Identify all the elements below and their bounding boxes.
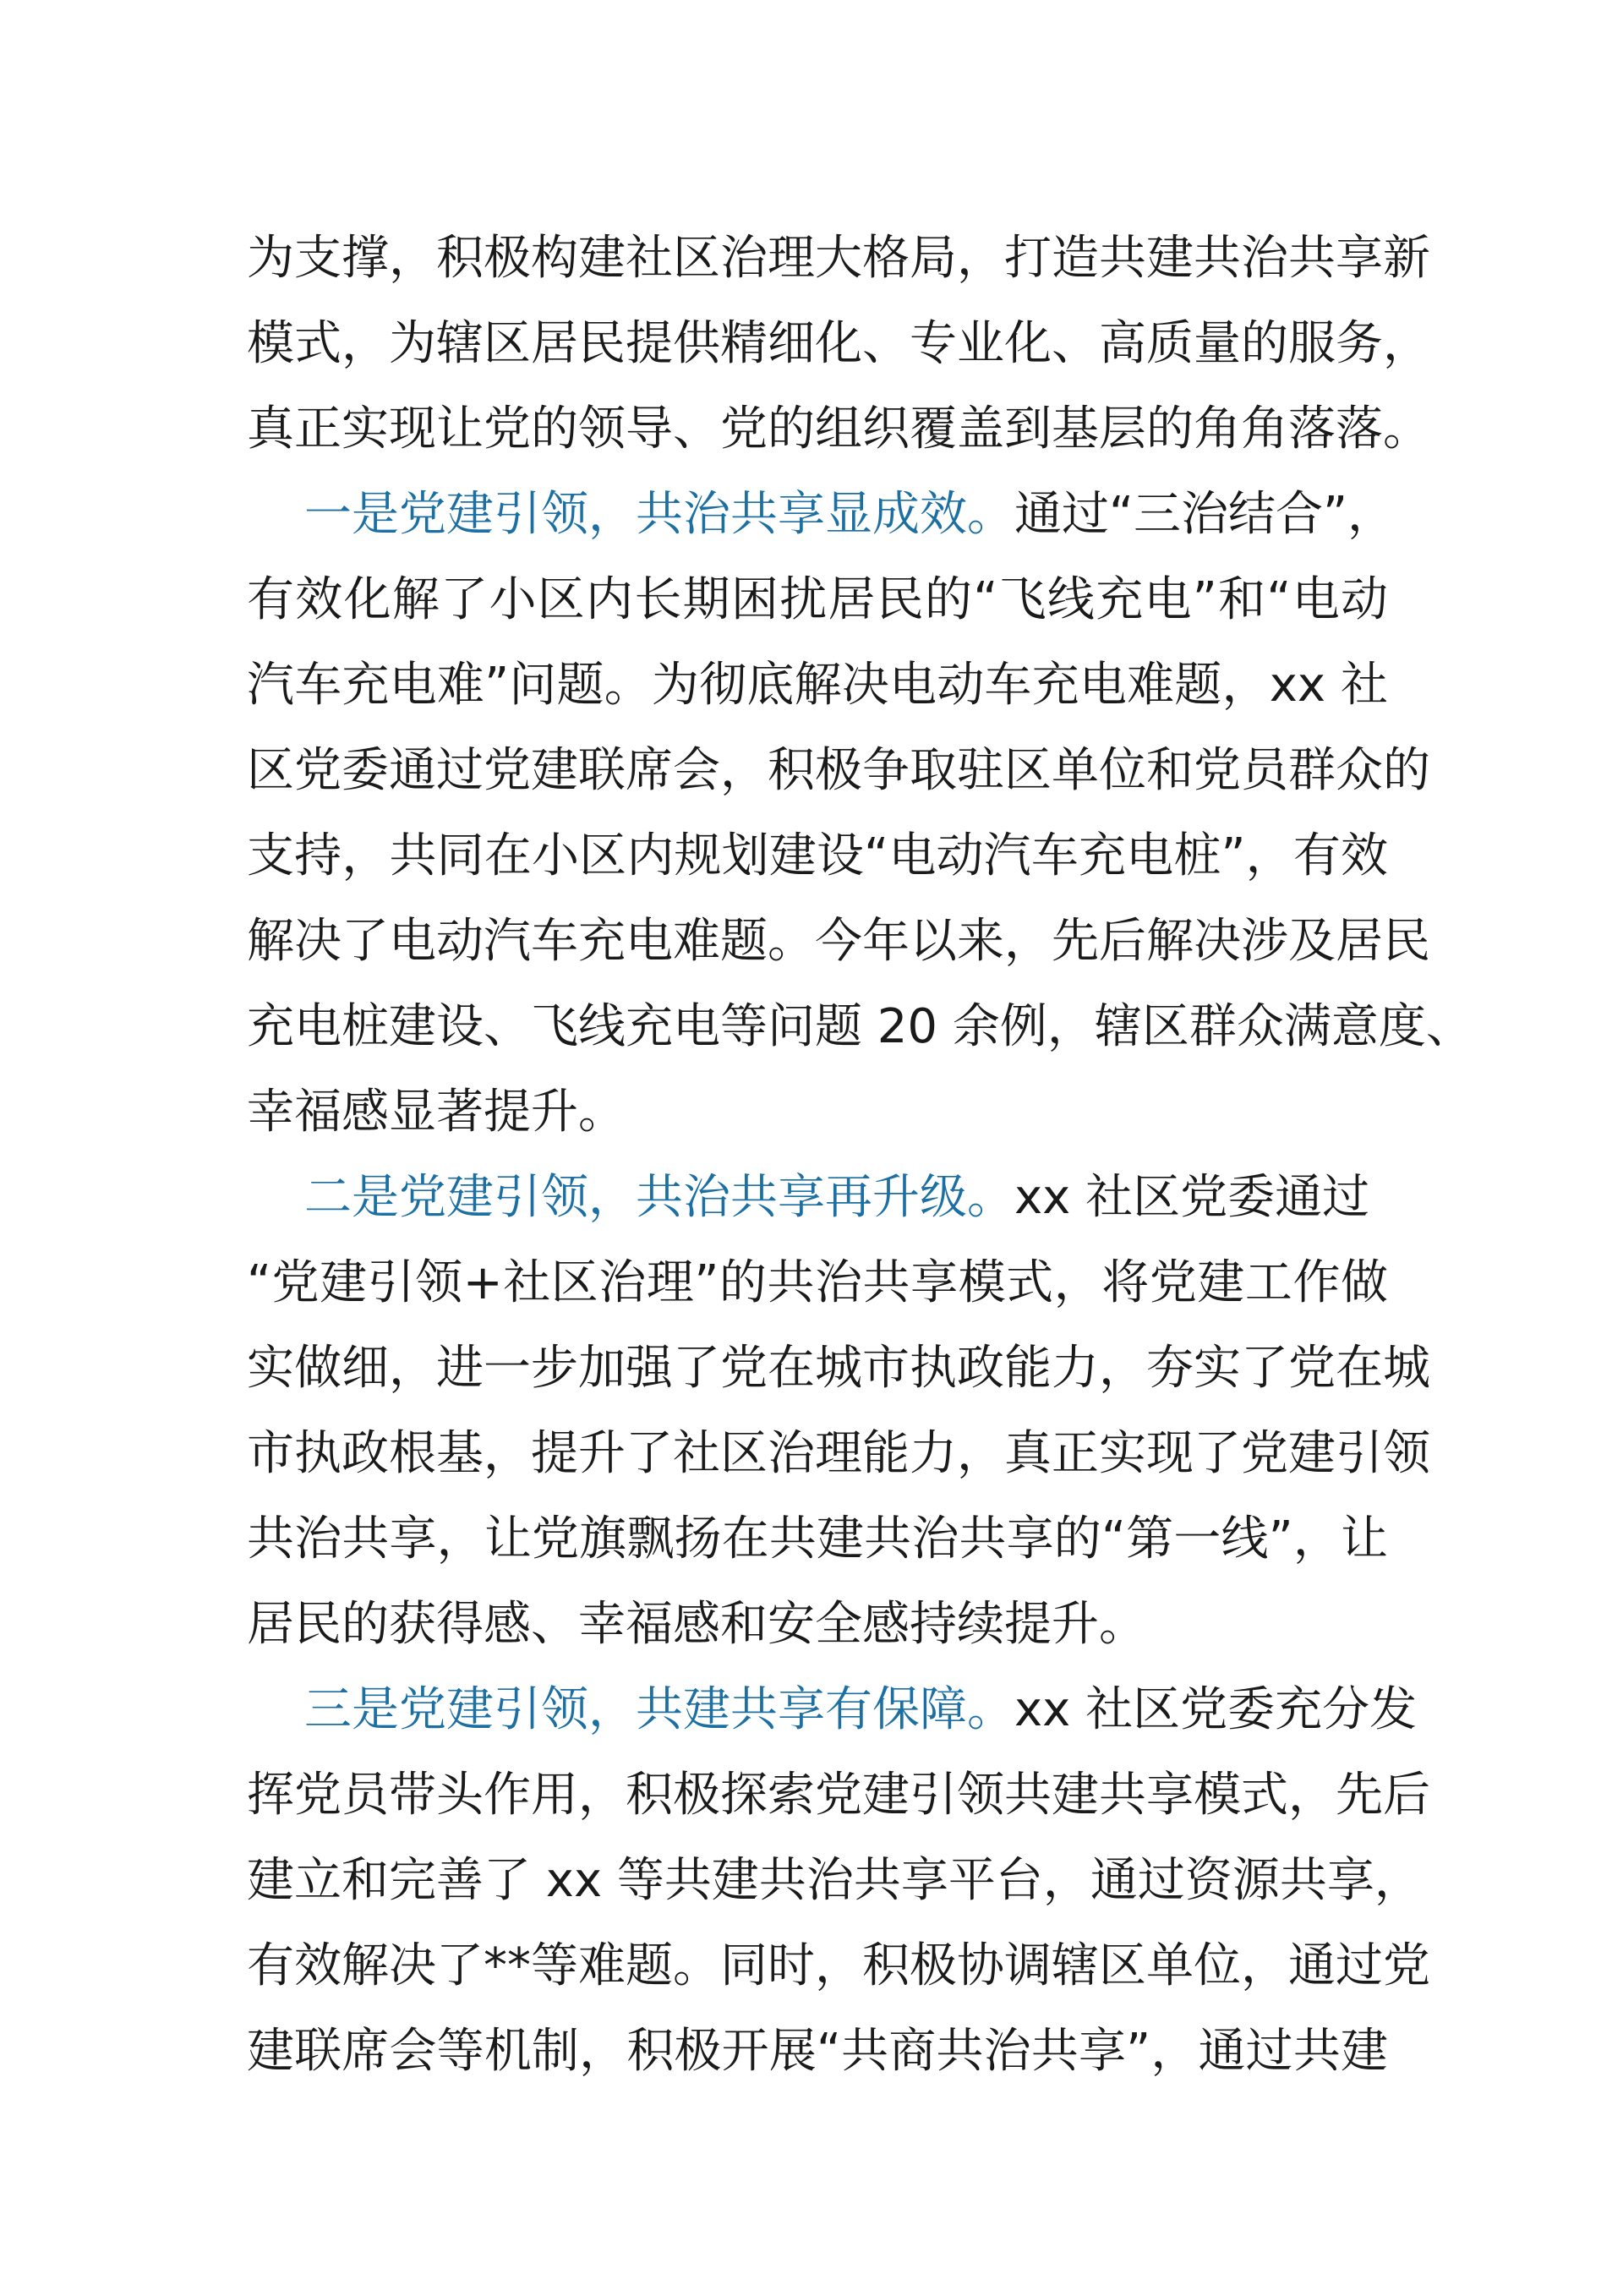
section-2-line: 市执政根基，提升了社区治理能力，真正实现了党建引领: [247, 1426, 1430, 1481]
section-3-first-line: [247, 1667, 1418, 1752]
section-2-paragraph: [247, 1155, 1430, 1667]
section-1-paragraph: [247, 472, 1473, 1155]
section-3-line: 建联席会等机制，积极开展“共商共治共享”，通过共建: [247, 2024, 1388, 2079]
intro-paragraph: [247, 216, 1430, 472]
section-1-first-line: [247, 472, 1396, 557]
section-3-first-line-text: xx 社区党委充分发: [1014, 1682, 1418, 1737]
section-1-heading: 一是党建引领，共治共享显成效。: [304, 487, 1014, 542]
section-2-line: “党建引领+社区治理”的共治共享模式，将党建工作做: [247, 1255, 1388, 1310]
section-1-line: 区党委通过党建联席会，积极争取驻区单位和党员群众的: [247, 743, 1430, 798]
section-1-line: 幸福感显著提升。: [247, 1085, 626, 1140]
section-1-line: 充电桩建设、飞线充电等问题 20 余例，辖区群众满意度、: [247, 999, 1473, 1054]
section-3-paragraph: [247, 1667, 1430, 2094]
section-3-line: 挥党员带头作用，积极探索党建引领共建共享模式，先后: [247, 1768, 1430, 1823]
intro-line: 真正实现让党的领导、党的组织覆盖到基层的角角落落。: [247, 402, 1430, 456]
section-2-first-line-text: xx 社区党委通过: [1014, 1170, 1370, 1225]
section-1-line: 解决了电动汽车充电难题。今年以来，先后解决涉及居民: [247, 914, 1430, 969]
section-1-line: 汽车充电难”问题。为彻底解决电动车充电难题，xx 社: [247, 658, 1388, 713]
section-1-line: 有效化解了小区内长期困扰居民的“飞线充电”和“电动: [247, 572, 1388, 627]
section-2-line: 实做细，进一步加强了党在城市执政能力，夯实了党在城: [247, 1341, 1430, 1396]
section-1-line: 支持，共同在小区内规划建设“电动汽车充电桩”，有效: [247, 828, 1388, 883]
section-2-heading: 二是党建引领，共治共享再升级。: [304, 1170, 1014, 1225]
intro-line: 为支撑，积极构建社区治理大格局，打造共建共治共享新: [247, 231, 1430, 286]
section-2-line: 共治共享，让党旗飘扬在共建共治共享的“第一线”，让: [247, 1512, 1388, 1566]
section-1-first-line-text: 通过“三治结合”，: [1014, 487, 1396, 542]
section-3-line: 有效解决了**等难题。同时，积极协调辖区单位，通过党: [247, 1938, 1430, 1993]
intro-line: 模式，为辖区居民提供精细化、专业化、高质量的服务，: [247, 316, 1430, 371]
section-3-line: 建立和完善了 xx 等共建共治共享平台，通过资源共享，: [247, 1853, 1422, 1908]
section-3-heading: 三是党建引领，共建共享有保障。: [304, 1682, 1014, 1737]
section-2-first-line: [247, 1155, 1388, 1240]
document-body: [247, 216, 1473, 2094]
section-2-line: 居民的获得感、幸福感和安全感持续提升。: [247, 1597, 1146, 1652]
